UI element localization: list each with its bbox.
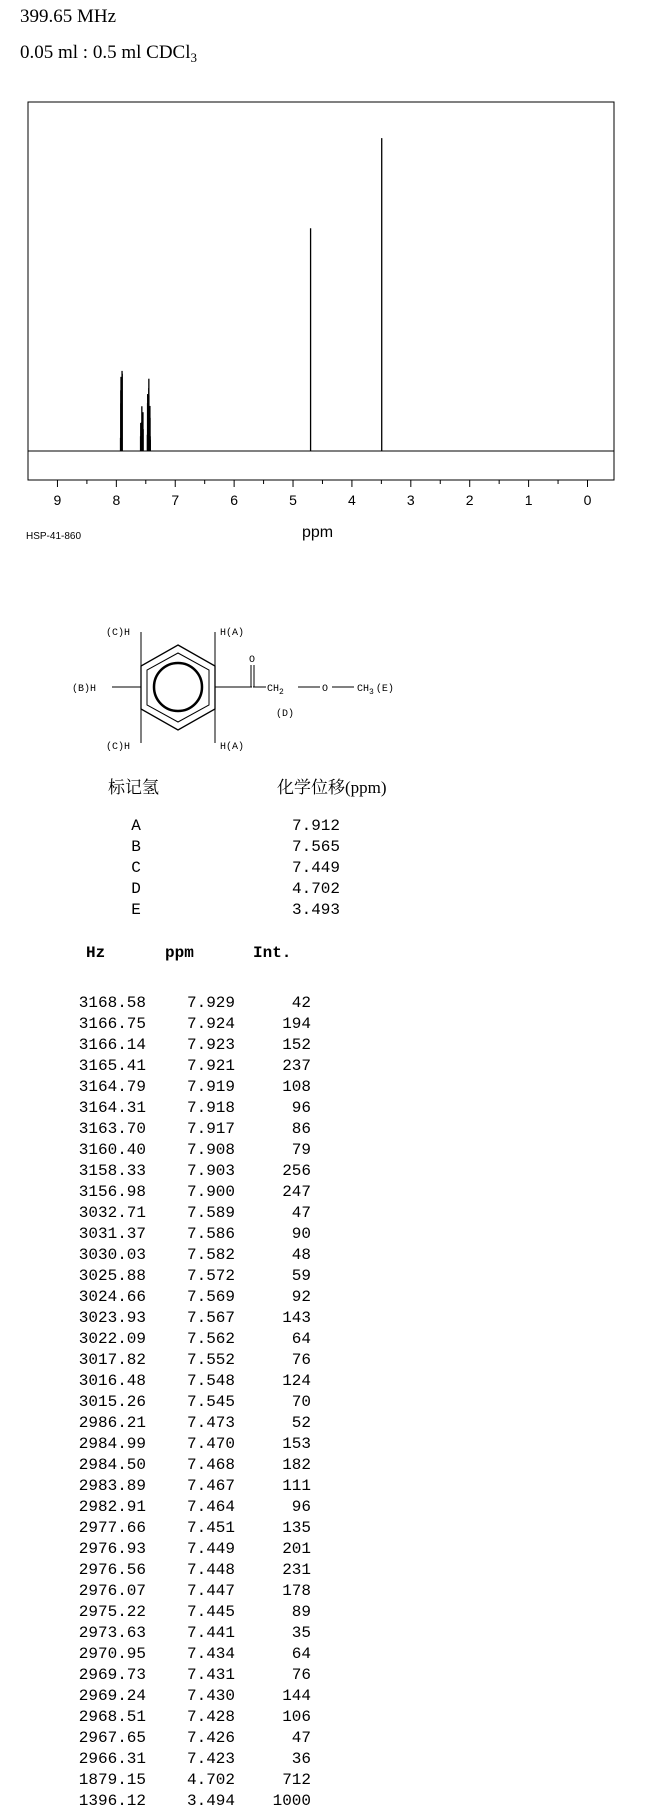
peak-hz-cell: 3158.33 [78, 1162, 146, 1180]
aromatic-circle [154, 663, 202, 711]
assignment-shift: 7.449 [291, 859, 340, 877]
peak-table-header-ppm: ppm [165, 944, 194, 962]
x-tick-label-5: 5 [289, 492, 297, 508]
assignment-label: C [131, 859, 141, 877]
peak-int-cell: 256 [282, 1162, 311, 1180]
peak-ppm-cell: 7.448 [186, 1561, 235, 1579]
x-axis-label: ppm [302, 524, 334, 541]
plot-frame [28, 102, 614, 480]
peak-int-cell: 135 [282, 1519, 311, 1537]
label-ether-o: O [322, 684, 329, 695]
peak-int-cell: 47 [291, 1204, 311, 1222]
assignment-shift-header: 化学位移(ppm) [277, 778, 387, 797]
peak-hz-cell: 2968.51 [78, 1708, 146, 1726]
peak-int-cell: 76 [291, 1351, 311, 1369]
peak-int-cell: 712 [282, 1771, 311, 1789]
x-tick-label-8: 8 [112, 492, 121, 508]
peak-hz-cell: 3024.66 [78, 1288, 146, 1306]
peak-int-cell: 64 [291, 1645, 311, 1663]
label-ch3 [357, 683, 394, 697]
peak-int-cell: 152 [282, 1036, 311, 1054]
peak-ppm-cell: 7.917 [186, 1120, 235, 1138]
peak-ppm-cell: 7.582 [186, 1246, 235, 1264]
peak-int-cell: 1000 [272, 1792, 311, 1810]
peak-ppm-cell: 7.449 [186, 1540, 235, 1558]
peak-ppm-cell: 7.468 [186, 1456, 235, 1474]
peak-int-cell: 48 [291, 1246, 311, 1264]
peak-hz-cell: 3031.37 [78, 1225, 146, 1243]
peak-ppm-cell: 7.572 [186, 1267, 235, 1285]
ch3-label-e: (E) [375, 684, 394, 695]
assignment-label: E [131, 901, 141, 919]
peak-hz-cell: 3032.71 [78, 1204, 146, 1222]
x-tick-label-4: 4 [348, 492, 356, 508]
peak-hz-cell: 2982.91 [78, 1498, 146, 1516]
peak-hz-cell: 3163.70 [78, 1120, 146, 1138]
peak-hz-cell: 3015.26 [78, 1393, 146, 1411]
solvent-text: 0.05 ml : 0.5 ml CDCl [20, 42, 191, 63]
label-hb: (B)H [72, 684, 97, 695]
peak-int-cell: 237 [282, 1057, 311, 1075]
peak-hz-cell: 2976.93 [78, 1540, 146, 1558]
peak-ppm-cell: 7.908 [186, 1141, 235, 1159]
peak-hz-cell: 3165.41 [78, 1057, 146, 1075]
peak-int-cell: 90 [291, 1225, 311, 1243]
peak-int-cell: 89 [291, 1603, 311, 1621]
peak-ppm-cell: 7.921 [186, 1057, 235, 1075]
peak-int-cell: 143 [282, 1309, 311, 1327]
peak-ppm-cell: 7.470 [186, 1435, 235, 1453]
label-ch-top: (C)H [106, 628, 131, 639]
peak-hz-cell: 2976.56 [78, 1561, 146, 1579]
assignment-shift: 4.702 [291, 880, 340, 898]
peak-int-cell: 144 [282, 1687, 311, 1705]
peak-ppm-cell: 7.586 [186, 1225, 235, 1243]
peak-hz-cell: 1396.12 [78, 1792, 146, 1810]
peak-hz-cell: 2966.31 [78, 1750, 146, 1768]
peak-ppm-cell: 7.434 [186, 1645, 235, 1663]
benzene-ring [141, 645, 215, 730]
ch2-subscript: 2 [279, 688, 284, 697]
peak-hz-cell: 3168.58 [78, 994, 146, 1012]
peak-hz-cell: 3030.03 [78, 1246, 146, 1264]
peak-hz-cell: 3025.88 [78, 1267, 146, 1285]
peak-hz-cell: 2969.24 [78, 1687, 146, 1705]
x-axis [54, 480, 592, 508]
peak-int-cell: 182 [282, 1456, 311, 1474]
peak-hz-cell: 1879.15 [78, 1771, 146, 1789]
peak-ppm-cell: 7.431 [186, 1666, 235, 1684]
assignment-shift: 7.565 [291, 838, 340, 856]
peak-int-cell: 111 [282, 1477, 311, 1495]
peak-ppm-cell: 7.903 [186, 1162, 235, 1180]
sample-solvent [20, 42, 197, 64]
peak-ppm-cell: 7.423 [186, 1750, 235, 1768]
peak-ppm-cell: 7.562 [186, 1330, 235, 1348]
peak-int-cell: 124 [282, 1372, 311, 1390]
peak-int-cell: 86 [291, 1120, 311, 1138]
peak-int-cell: 92 [291, 1288, 311, 1306]
ch3-text: CH [357, 684, 370, 695]
ch2-text: CH [267, 684, 280, 695]
molecular-structure [70, 615, 430, 780]
peak-ppm-cell: 7.428 [186, 1708, 235, 1726]
nmr-spectrum-chart [0, 95, 652, 535]
peak-ppm-cell: 7.552 [186, 1351, 235, 1369]
peak-ppm-cell: 7.900 [186, 1183, 235, 1201]
peak-int-cell: 96 [291, 1099, 311, 1117]
peak-int-cell: 52 [291, 1414, 311, 1432]
label-carbonyl-o: O [249, 655, 256, 666]
peak-int-cell: 231 [282, 1561, 311, 1579]
peak-int-cell: 36 [291, 1750, 311, 1768]
peak-hz-cell: 3166.14 [78, 1036, 146, 1054]
peak-ppm-cell: 7.589 [186, 1204, 235, 1222]
peak-hz-cell: 2984.99 [78, 1435, 146, 1453]
peak-ppm-cell: 7.467 [186, 1477, 235, 1495]
x-tick-label-1: 1 [524, 492, 533, 508]
spectrum-code: HSP-41-860 [26, 531, 82, 542]
peak-ppm-cell: 7.473 [186, 1414, 235, 1432]
x-tick-label-7: 7 [171, 492, 180, 508]
peak-hz-cell: 3023.93 [78, 1309, 146, 1327]
peak-ppm-cell: 7.447 [186, 1582, 235, 1600]
peak-int-cell: 47 [291, 1729, 311, 1747]
peak-table-header-hz: Hz [86, 944, 106, 962]
peak-hz-cell: 2969.73 [78, 1666, 146, 1684]
peak-ppm-cell: 7.464 [186, 1498, 235, 1516]
spectrometer-frequency: 399.65 MHz [20, 6, 117, 27]
peak-int-cell: 178 [282, 1582, 311, 1600]
assignment-label: D [131, 880, 141, 898]
peak-int-cell: 96 [291, 1498, 311, 1516]
peak-ppm-cell: 7.923 [186, 1036, 235, 1054]
peak-hz-cell: 2983.89 [78, 1477, 146, 1495]
x-tick-label-2: 2 [465, 492, 474, 508]
peak-int-cell: 76 [291, 1666, 311, 1684]
peak-ppm-cell: 7.918 [186, 1099, 235, 1117]
x-tick-label-0: 0 [583, 492, 592, 508]
peak-hz-cell: 2970.95 [78, 1645, 146, 1663]
label-ch2 [267, 684, 284, 697]
assignment-label: B [131, 838, 141, 856]
x-tick-label-3: 3 [406, 492, 415, 508]
peak-ppm-cell: 7.924 [186, 1015, 235, 1033]
peak-ppm-cell: 7.545 [186, 1393, 235, 1411]
peak-hz-cell: 3022.09 [78, 1330, 146, 1348]
peak-ppm-cell: 7.929 [186, 994, 235, 1012]
peak-ppm-cell: 7.426 [186, 1729, 235, 1747]
peak-lines [28, 138, 614, 451]
peak-int-cell: 70 [291, 1393, 311, 1411]
assignment-label-header: 标记氢 [108, 778, 159, 797]
peak-ppm-cell: 7.445 [186, 1603, 235, 1621]
peak-ppm-cell: 7.567 [186, 1309, 235, 1327]
solvent-subscript: 3 [190, 50, 197, 65]
peak-int-cell: 79 [291, 1141, 311, 1159]
peak-hz-cell: 2967.65 [78, 1729, 146, 1747]
peak-ppm-cell: 7.548 [186, 1372, 235, 1390]
peak-ppm-cell: 7.441 [186, 1624, 235, 1642]
peak-ppm-cell: 7.569 [186, 1288, 235, 1306]
peak-hz-cell: 3166.75 [78, 1015, 146, 1033]
assignment-shift: 7.912 [291, 817, 340, 835]
peak-hz-cell: 2973.63 [78, 1624, 146, 1642]
peak-int-cell: 35 [291, 1624, 311, 1642]
peak-int-cell: 153 [282, 1435, 311, 1453]
peak-int-cell: 201 [282, 1540, 311, 1558]
peak-table-header-int: Int. [253, 944, 292, 962]
peak-hz-cell: 2976.07 [78, 1582, 146, 1600]
label-ha-top: H(A) [220, 628, 245, 639]
x-tick-label-9: 9 [53, 492, 62, 508]
peak-int-cell: 108 [282, 1078, 311, 1096]
peak-hz-cell: 3164.31 [78, 1099, 146, 1117]
peak-ppm-cell: 4.702 [186, 1771, 235, 1789]
ch3-subscript: 3 [369, 688, 374, 697]
peak-hz-cell: 3160.40 [78, 1141, 146, 1159]
peak-hz-cell: 2977.66 [78, 1519, 146, 1537]
peak-hz-cell: 3017.82 [78, 1351, 146, 1369]
label-d: (D) [276, 709, 295, 720]
assignment-label: A [131, 817, 141, 835]
peak-ppm-cell: 7.451 [186, 1519, 235, 1537]
peak-int-cell: 59 [291, 1267, 311, 1285]
x-tick-label-6: 6 [230, 492, 239, 508]
peak-hz-cell: 2975.22 [78, 1603, 146, 1621]
peak-int-cell: 106 [282, 1708, 311, 1726]
peak-int-cell: 42 [291, 994, 311, 1012]
peak-ppm-cell: 3.494 [186, 1792, 235, 1810]
peak-hz-cell: 3016.48 [78, 1372, 146, 1390]
peak-int-cell: 247 [282, 1183, 311, 1201]
peak-hz-cell: 2984.50 [78, 1456, 146, 1474]
peak-hz-cell: 3164.79 [78, 1078, 146, 1096]
peak-ppm-cell: 7.919 [186, 1078, 235, 1096]
peak-int-cell: 194 [282, 1015, 311, 1033]
label-ha-bottom: H(A) [220, 742, 245, 753]
peak-ppm-cell: 7.430 [186, 1687, 235, 1705]
peak-hz-cell: 3156.98 [78, 1183, 146, 1201]
peak-int-cell: 64 [291, 1330, 311, 1348]
peak-hz-cell: 2986.21 [78, 1414, 146, 1432]
label-ch-bottom: (C)H [106, 742, 131, 753]
assignment-shift: 3.493 [291, 901, 340, 919]
